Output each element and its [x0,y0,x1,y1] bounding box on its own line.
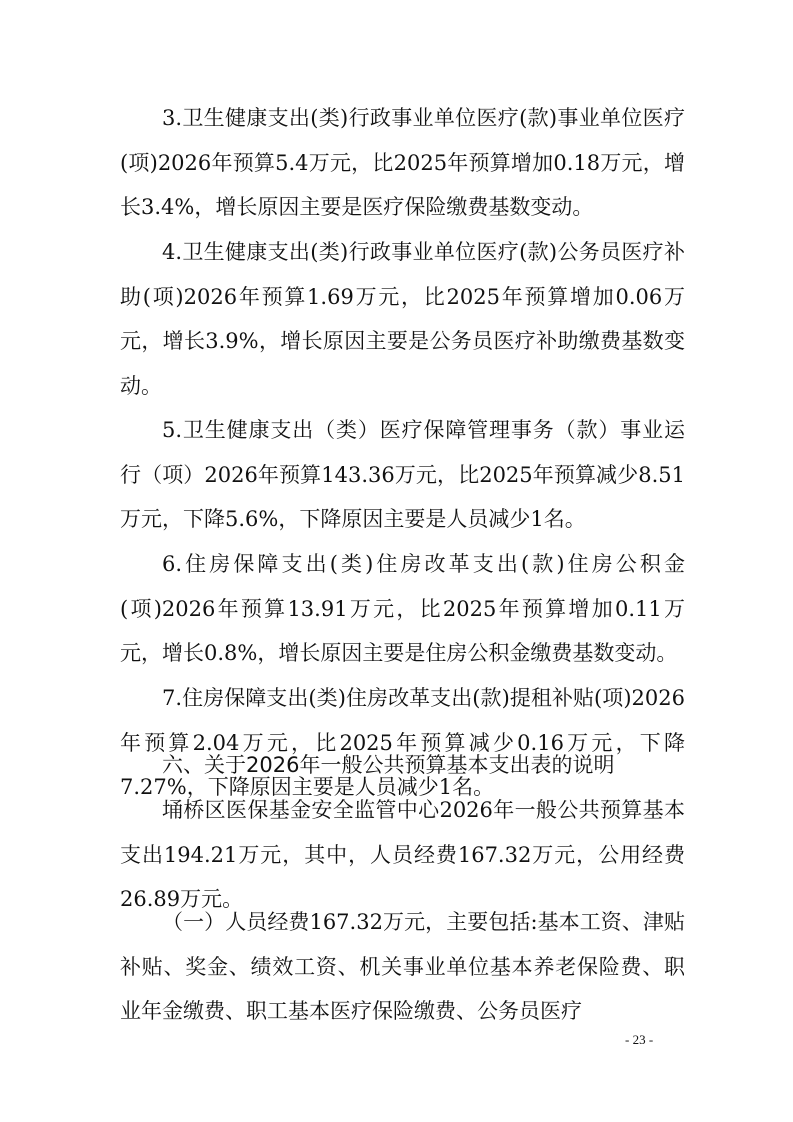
page-number: - 23 - [625,1032,654,1047]
section-heading: 六、关于2026年一般公共预算基本支出表的说明 [162,753,615,777]
paragraph-item-7: 7.住房保障支出(类)住房改革支出(款)提租补贴(项)2026年预算2.04万元，比2025年预算减少0.16万元，下降7.27%，下降原因主要是人员减少1名。 [120,686,685,799]
paragraph-item-4: 4.卫生健康支出(类)行政事业单位医疗(款)公务员医疗补助(项)2026年预算1.69万元，比2025年预算增加0.06万元，增长3.9%，增长原因主要是公务员医疗补助缴费基数变动。 [120,240,685,398]
personnel-expense-paragraph: （一）人员经费167.32万元，主要包括:基本工资、津贴补贴、奖金、绩效工资、机关事业单位基本养老保险费、职业年金缴费、职工基本医疗保险缴费、公务员医疗 [120,910,685,1023]
section-summary-paragraph: 埇桥区医保基金安全监管中心2026年一般公共预算基本支出194.21万元，其中，人员经费167.32万元，公用经费26.89万元。 [120,798,685,911]
paragraph-item-6: 6.住房保障支出(类)住房改革支出(款)住房公积金(项)2026年预算13.91万元，比2025年预算增加0.11万元，增长0.8%，增长原因主要是住房公积金缴费基数变动。 [120,552,685,665]
paragraph-item-5: 5.卫生健康支出（类）医疗保障管理事务（款）事业运行（项）2026年预算143.36万元，比2025年预算减少8.51万元，下降5.6%，下降原因主要是人员减少1名。 [120,418,685,531]
paragraph-item-3: 3.卫生健康支出(类)行政事业单位医疗(款)事业单位医疗(项)2026年预算5.4万元，比2025年预算增加0.18万元，增长3.4%，增长原因主要是医疗保险缴费基数变动。 [120,106,685,219]
